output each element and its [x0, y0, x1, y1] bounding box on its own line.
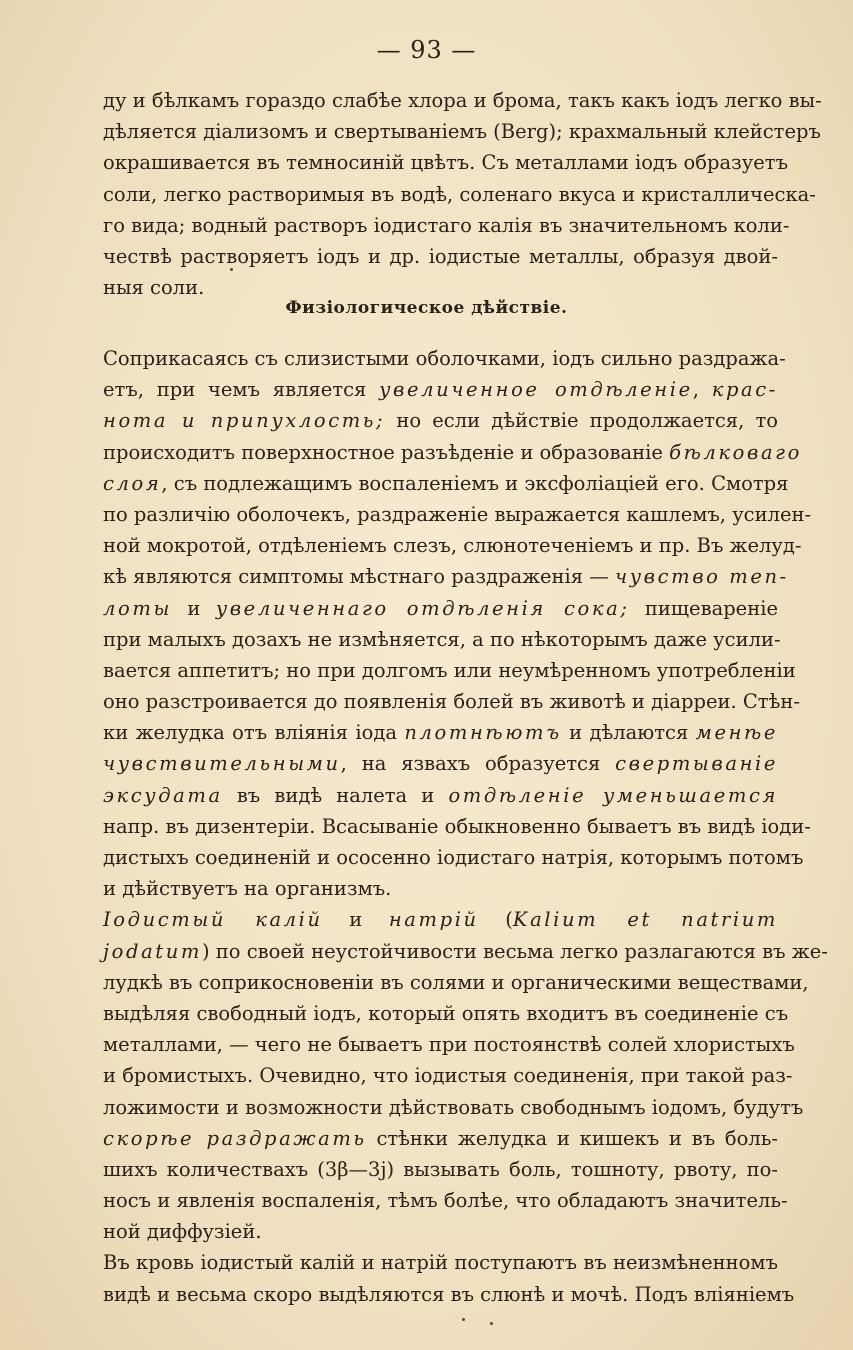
ink-speck [462, 1318, 465, 1321]
text-run: лудкѣ въ соприкосновенiи въ солями и органическими веществами, [103, 970, 809, 994]
text-run: и бромистыхъ. Очевидно, что iодистыя соединенiя, при такой раз- [103, 1064, 793, 1088]
text-run: кѣ являются симптомы мѣстнаго раздраженiя — [103, 565, 615, 589]
spaced-emphasis: Kalium et natrium [512, 908, 778, 932]
text-line [103, 811, 811, 842]
spaced-emphasis: эксудата [103, 783, 223, 807]
text-run: , съ подлежащимъ воспаленiемъ и эксфолiацiей его. Смотря [161, 471, 789, 495]
spaced-emphasis: jodatum [103, 939, 202, 963]
text-run: ной мокротой, отдѣленiемъ слезъ, слюнотеченiемъ и пр. Въ желуд- [103, 534, 802, 558]
spaced-emphasis: чувство теп- [614, 565, 789, 589]
text-run: и дѣлаются [561, 721, 696, 745]
spaced-emphasis: бѣлковаго [669, 440, 802, 464]
text-run: ду и бѣлкамъ гораздо слабѣе хлора и брома, такъ какъ iодъ легко вы- [103, 89, 822, 112]
text-run: выдѣляя свободный iодъ, который опять входитъ въ соединенiе съ [103, 1001, 789, 1025]
text-run: видѣ и весьма скоро выдѣляются въ слюнѣ и мочѣ. Подъ влiянiемъ [103, 1282, 795, 1306]
text-line [103, 1029, 795, 1060]
text-line [103, 624, 781, 655]
text-run: напр. въ дизентерiи. Всасыванiе обыкновенно бываетъ въ видѣ iоди- [103, 814, 811, 838]
text-run: окрашивается въ темносиній цвѣтъ. Съ металлами iодъ образуетъ [103, 151, 788, 175]
text-line [103, 499, 812, 530]
text-run: Въ кровь iодистый калiй и натрiй поступаютъ въ неизмѣненномъ [103, 1251, 778, 1275]
text-line [103, 405, 778, 436]
spaced-emphasis: менѣе [695, 721, 778, 745]
text-run: носъ и явленiя воспаленiя, тѣмъ болѣе, что обладаютъ значитель- [103, 1189, 788, 1213]
text-line [103, 85, 822, 116]
text-run: го вида; водный растворъ iодистаго калія въ значительномъ коли- [103, 213, 790, 237]
ink-speck [230, 268, 233, 271]
text-run: но если дѣйствiе продолжается, то [385, 409, 778, 433]
text-line [103, 468, 789, 499]
text-line [103, 1092, 804, 1123]
text-line [103, 593, 778, 624]
text-run: пищеваренiе [629, 596, 778, 620]
spaced-emphasis: нота и припухлость; [103, 409, 386, 433]
text-run: и [322, 908, 389, 932]
spaced-emphasis: увеличеннаго отдѣленiя сока; [215, 596, 630, 620]
text-line [103, 116, 821, 147]
text-run: соли, легко растворимыя въ водѣ, соленаго вкуса и кристаллическа- [103, 182, 816, 206]
text-line [103, 780, 778, 811]
text-line [103, 1060, 793, 1091]
text-run: ной диффузiей. [103, 1220, 262, 1244]
text-run: ( [478, 908, 513, 932]
text-run: по различiю оболочекъ, раздраженiе выражается кашлемъ, усилен- [103, 502, 812, 526]
text-line [103, 1123, 778, 1154]
spaced-emphasis: чувствительными [103, 752, 341, 776]
text-run: ки желудка отъ влiянiя iода [103, 721, 405, 745]
paragraph-continued [103, 85, 822, 303]
text-run: ) по своей неустойчивости весьма легко разлагаются въ же- [201, 939, 828, 963]
text-run: при малыхъ дозахъ не измѣняется, а по нѣкоторымъ даже усили- [103, 627, 781, 651]
text-run: оно разстроивается до появленiя болей въ животѣ и дiарреи. Стѣн- [103, 690, 800, 714]
text-line [103, 655, 796, 686]
spaced-emphasis: натрiй [388, 908, 479, 932]
spaced-emphasis: слоя [103, 471, 162, 495]
spaced-emphasis: Iодистый калiй [103, 908, 323, 932]
text-line [103, 1279, 795, 1310]
text-run: етъ, при чемъ является [103, 378, 380, 402]
text-run: шихъ количествахъ (3β—3j) вызывать боль, тошноту, рвоту, по- [103, 1157, 778, 1181]
text-line [103, 842, 804, 873]
text-line [103, 936, 828, 967]
text-run: дѣляется дiализомъ и свертываніемъ (Berg); крахмальный клейстеръ [103, 120, 821, 144]
spaced-emphasis: свертыванiе [615, 752, 778, 776]
text-line [103, 686, 800, 717]
spaced-emphasis: плотнѣютъ [404, 721, 562, 745]
text-line [103, 210, 790, 241]
text-line [103, 904, 778, 935]
text-run: дистыхъ соединенiй и ососенно iодистаго натрiя, которымъ потомъ [103, 846, 804, 869]
text-line [103, 1247, 778, 1278]
spaced-emphasis: скорѣе раздражать [103, 1126, 367, 1150]
text-run: , на язвахъ образуется [340, 752, 616, 776]
text-run: въ видѣ налета и [222, 783, 449, 807]
section-body [103, 343, 828, 1310]
spaced-emphasis: лоты [103, 596, 172, 620]
spaced-emphasis: увеличенное отдѣленiе [379, 378, 693, 402]
section-heading: Физiологическое дѣйствiе. [285, 298, 568, 318]
text-line [103, 530, 802, 561]
text-run: стѣнки желудка и кишекъ и въ боль- [366, 1126, 778, 1150]
ink-speck [490, 1322, 493, 1325]
text-run: и [171, 596, 216, 620]
text-run: чествѣ растворяетъ iодъ и др. iодистые металлы, образуя двой- [103, 244, 778, 268]
text-line [103, 748, 778, 779]
text-line [103, 967, 809, 998]
text-line [103, 1185, 788, 1216]
spaced-emphasis: отдѣленiе уменьшается [448, 783, 778, 807]
text-line [103, 437, 802, 468]
text-run: и дѣйствуетъ на организмъ. [103, 877, 392, 901]
text-run: Соприкасаясь съ слизистыми оболочками, iодъ сильно раздража- [103, 347, 786, 370]
spaced-emphasis: крас- [711, 378, 778, 402]
text-line [103, 1154, 778, 1185]
text-line [103, 1216, 778, 1247]
text-run: происходитъ поверхностное разъѣденiе и образованiе [103, 440, 670, 464]
text-line [103, 717, 778, 748]
page-number: — 93 — [376, 36, 477, 64]
text-run: металлами, — чего не бываетъ при постоянствѣ солей хлористыхъ [103, 1033, 795, 1057]
text-run: ложимости и возможности дѣйствовать свободнымъ iодомъ, будутъ [103, 1095, 804, 1119]
text-run: , [692, 378, 712, 402]
text-line [103, 561, 789, 592]
text-run: вается аппетитъ; но при долгомъ или неумѣренномъ употребленiи [103, 658, 796, 682]
text-line [103, 241, 778, 272]
text-line [103, 998, 789, 1029]
text-line [103, 147, 788, 178]
text-line [103, 873, 778, 904]
text-line [103, 179, 816, 210]
text-run: ныя соли. [103, 276, 205, 300]
text-line [103, 343, 786, 374]
text-line [103, 374, 778, 405]
